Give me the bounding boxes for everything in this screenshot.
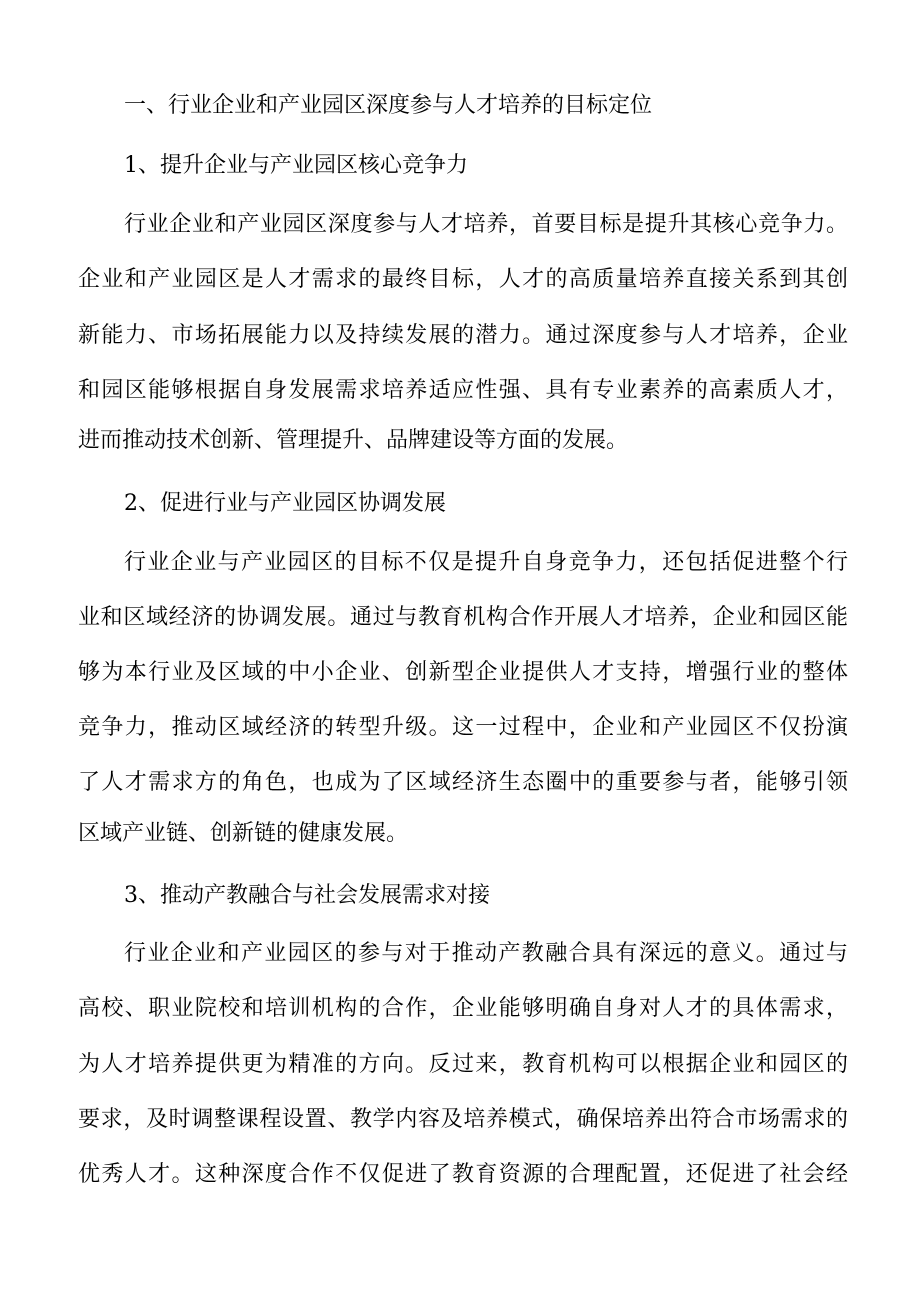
paragraph-line: 竞争力，推动区域经济的转型升级。这一过程中，企业和产业园区不仅扮演 — [78, 715, 848, 740]
paragraph-line: 新能力、市场拓展能力以及持续发展的潜力。通过深度参与人才培养，企业 — [78, 323, 848, 348]
paragraph-line: 行业企业与产业园区的目标不仅是提升自身竞争力，还包括促进整个行 — [124, 550, 848, 575]
subheading-3: 3、推动产教融合与社会发展需求对接 — [124, 883, 490, 908]
paragraph-line: 业和区域经济的协调发展。通过与教育机构合作开展人才培养，企业和园区能 — [78, 605, 848, 630]
paragraph-line: 进而推动技术创新、管理提升、品牌建设等方面的发展。 — [78, 428, 629, 453]
paragraph-line: 为人才培养提供更为精准的方向。反过来，教育机构可以根据企业和园区的 — [78, 1052, 848, 1077]
subheading-2: 2、促进行业与产业园区协调发展 — [124, 491, 446, 516]
paragraph-line: 了人才需求方的角色，也成为了区域经济生态圈中的重要参与者，能够引领 — [78, 770, 848, 795]
paragraph-line: 优秀人才。这种深度合作不仅促进了教育资源的合理配置，还促进了社会经 — [78, 1162, 848, 1187]
paragraph-line: 要求，及时调整课程设置、教学内容及培养模式，确保培养出符合市场需求的 — [78, 1107, 848, 1132]
section-heading: 一、行业企业和产业园区深度参与人才培养的目标定位 — [124, 93, 653, 118]
subheading-1: 1、提升企业与产业园区核心竞争力 — [124, 153, 468, 178]
paragraph-line: 和园区能够根据自身发展需求培养适应性强、具有专业素养的高素质人才， — [78, 378, 848, 403]
paragraph-line: 行业企业和产业园区的参与对于推动产教融合具有深远的意义。通过与 — [124, 941, 848, 966]
paragraph-line: 行业企业和产业园区深度参与人才培养，首要目标是提升其核心竞争力。 — [124, 212, 848, 237]
paragraph-line: 区域产业链、创新链的健康发展。 — [78, 821, 409, 846]
paragraph-line: 企业和产业园区是人才需求的最终目标，人才的高质量培养直接关系到其创 — [78, 267, 848, 292]
paragraph-line: 高校、职业院校和培训机构的合作，企业能够明确自身对人才的具体需求， — [78, 996, 848, 1021]
paragraph-line: 够为本行业及区域的中小企业、创新型企业提供人才支持，增强行业的整体 — [78, 660, 848, 685]
